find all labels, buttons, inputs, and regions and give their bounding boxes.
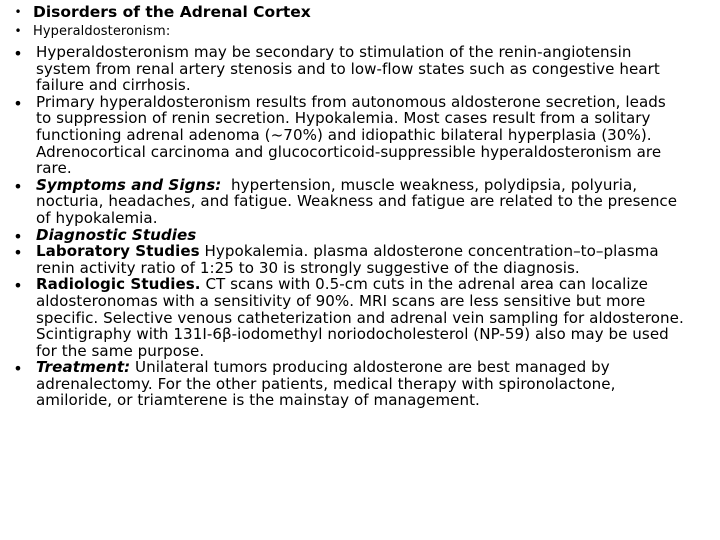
text-line: nocturia, headaches, and fatigue. Weakness and fatigue are related to the presence (36, 192, 678, 211)
page-title: Disorders of the Adrenal Cortex (33, 3, 311, 21)
text-line: amiloride, or triamterene is the mainstay of management. (36, 391, 480, 410)
text-line: Hyperaldosteronism may be secondary to stimulation of the renin-angiotensin (36, 43, 632, 61)
list-item (0, 44, 720, 94)
text-line (36, 359, 716, 376)
text-line (36, 276, 716, 293)
item-lead: Diagnostic Studies (36, 225, 197, 244)
bullet-icon: • (13, 226, 23, 246)
item-text (36, 276, 716, 359)
text-line: renin activity ratio of 1:25 to 30 is strongly suggestive of the diagnosis. (36, 258, 580, 277)
item-lead: Laboratory Studies (36, 242, 200, 261)
text-line: Adrenocortical carcinoma and glucocorticoid-suppressible hyperaldosteronism are (36, 142, 662, 161)
text-line: adrenalectomy. For the other patients, medical therapy with spironolactone, (36, 374, 616, 393)
text-line: system from renal artery stenosis and to low-flow states such as congestive heart (36, 59, 660, 78)
list-item (0, 177, 720, 227)
text-line: to suppression of renin secretion. Hypokalemia. Most cases result from a solitary (36, 109, 651, 128)
text-line: functioning adrenal adenoma (~70%) and idiopathic bilateral hyperplasia (30%). (36, 125, 652, 144)
text-line (36, 177, 716, 194)
text-line: specific. Selective venous catheterization and adrenal vein sampling for aldosterone. (36, 308, 684, 327)
list-item (0, 227, 720, 244)
text-line: failure and cirrhosis. (36, 76, 191, 95)
item-text (36, 94, 716, 177)
item-text (36, 227, 716, 244)
bullet-icon: • (13, 276, 23, 296)
list-item (0, 243, 720, 276)
text-line (36, 227, 716, 244)
item-text (36, 177, 716, 227)
item-lead: Symptoms and Signs: (36, 175, 222, 194)
item-text (36, 243, 716, 276)
bullet-icon: • (13, 44, 23, 63)
item-lead: Radiologic Studies. (36, 275, 201, 294)
item-lead-rest: Hypokalemia. plasma aldosterone concentration–to–plasma (199, 242, 659, 261)
bullet-icon: • (13, 243, 23, 263)
text-line: for the same purpose. (36, 341, 205, 360)
item-lead: Treatment: (36, 358, 131, 377)
item-text (36, 44, 716, 94)
text-line (36, 243, 716, 260)
text-line: aldosteronomas with a sensitivity of 90%. MRI scans are less sensitive but more (36, 291, 646, 310)
text-line: Primary hyperaldosteronism results from autonomous aldosterone secretion, leads (36, 92, 666, 111)
bullet-list (0, 44, 720, 409)
item-lead-rest: Unilateral tumors producing aldosterone are best managed by (130, 358, 610, 377)
bullet-icon: • (14, 24, 22, 38)
list-item (0, 276, 720, 359)
text-line: of hypokalemia. (36, 208, 158, 227)
bullet-icon: • (13, 359, 23, 379)
item-text (36, 359, 716, 409)
item-lead-rest: CT scans with 0.5-cm cuts in the adrenal area can localize (200, 275, 648, 294)
item-lead-rest: hypertension, muscle weakness, polydipsia, polyuria, (221, 175, 638, 194)
section-subtitle: Hyperaldosteronism: (33, 24, 171, 39)
list-item (0, 359, 720, 409)
bullet-icon: • (14, 5, 22, 19)
text-line: Scintigraphy with 131I-6β-iodomethyl noriodocholesterol (NP-59) also may be used (36, 325, 669, 344)
text-line: rare. (36, 159, 72, 178)
list-item (0, 94, 720, 177)
bullet-icon: • (13, 93, 23, 113)
bullet-icon: • (13, 176, 23, 196)
